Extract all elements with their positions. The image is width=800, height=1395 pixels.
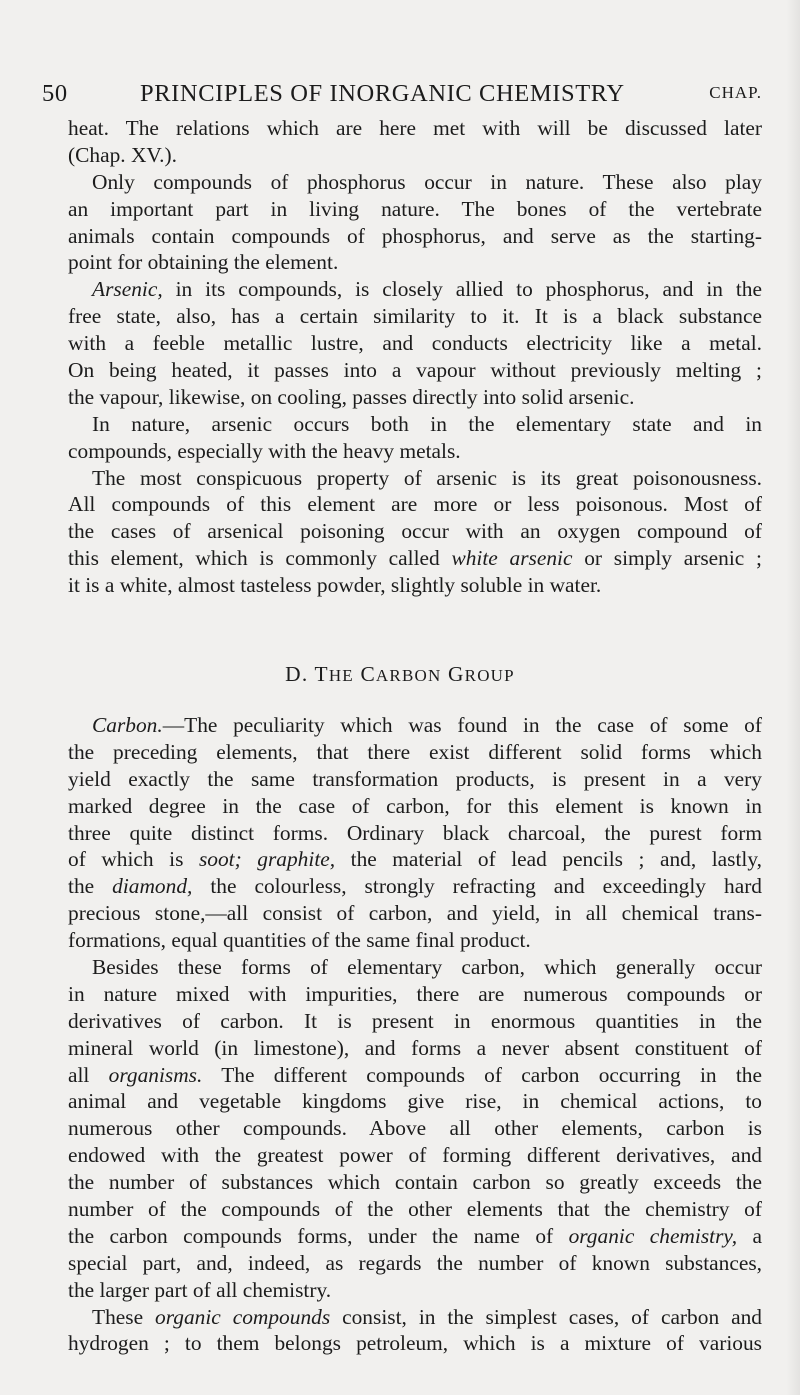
text-line: Besides these forms of elementary carbon, which generally occur (92, 955, 762, 980)
text-line-carbon-intro: Carbon.—The peculiarity which was found in the case of some of (92, 713, 762, 737)
text-line: endowed with the greatest power of forming different derivatives, and (68, 1143, 762, 1168)
chapter-mark: CHAP. (709, 83, 762, 102)
text-line: The most conspicuous property of arsenic is its great poisonousness. (92, 465, 762, 490)
text-line: compounds, especially with the heavy metals. (68, 438, 461, 463)
text-line: with a feeble metallic lustre, and conducts electricity like a metal. (68, 331, 762, 356)
text-line: Only compounds of phosphorus occur in nature. These also play (92, 169, 762, 194)
term-arsenic: Arsenic, (92, 277, 163, 302)
text-line: yield exactly the same transformation products, is present in a very (68, 766, 762, 791)
term-white-arsenic: white arsenic (451, 546, 573, 571)
text-line: special part, and, indeed, as regards the number of known substances, (68, 1250, 762, 1275)
text-line: formations, equal quantities of the same final product. (68, 928, 531, 953)
text-line: On being heated, it passes into a vapour without previously melting ; (68, 358, 762, 383)
text-line: In nature, arsenic occurs both in the elementary state and in (92, 411, 762, 436)
text-line: mineral world (in limestone), and forms a never absent constituent of (68, 1035, 762, 1060)
text-line: animal and vegetable kingdoms give rise, in chemical actions, to (68, 1089, 762, 1114)
text-line: All compounds of this element are more or less poisonous. Most of (68, 492, 762, 517)
section-heading (0, 662, 800, 687)
text-line-organisms: all organisms. The different compounds of carbon occurring in the (68, 1062, 762, 1087)
text-line: number of the compounds of the other elements that the chemistry of (68, 1197, 762, 1222)
text-line: hydrogen ; to them belongs petroleum, which is a mixture of various (68, 1331, 762, 1356)
text-line-arsenic-intro: Arsenic, in its compounds, is closely allied to phosphorus, and in the (92, 277, 762, 302)
text-line: it is a white, almost tasteless powder, slightly soluble in water. (68, 573, 602, 598)
text-line: numerous other compounds. Above all other elements, carbon is (68, 1116, 762, 1141)
page-edge-shadow (786, 0, 800, 1395)
text-line: free state, also, has a certain similarity to it. It is a black substance (68, 304, 762, 329)
page-number: 50 (42, 80, 68, 107)
text-line: three quite distinct forms. Ordinary black charcoal, the purest form (68, 820, 762, 845)
term-carbon: Carbon. (92, 713, 163, 737)
text-line: animals contain compounds of phosphorus, and serve as the starting- (68, 223, 762, 248)
text-line: heat. The relations which are here met with will be discussed later (68, 116, 762, 140)
text-line: the vapour, likewise, on cooling, passes directly into solid arsenic. (68, 384, 635, 409)
term-organisms: organisms. (108, 1062, 203, 1087)
term-graphite: graphite, (257, 847, 336, 872)
text-line: the preceding elements, that there exist different solid forms which (68, 739, 762, 764)
text-block-carbon (68, 712, 762, 1357)
text-line-white-arsenic: this element, which is commonly called white arsenic or simply arsenic ; (68, 546, 762, 571)
text-line-organic-compounds: These organic compounds consist, in the simplest cases, of carbon and (92, 1304, 762, 1329)
text-block-phosphorus-arsenic (68, 115, 762, 599)
text-line: in nature mixed with impurities, there are numerous compounds or (68, 981, 762, 1006)
text-line-diamond: the diamond, the colourless, strongly refracting and exceedingly hard (68, 874, 763, 899)
text-line-soot-graphite: of which is soot; graphite, the material of lead pencils ; and, lastly, (68, 847, 763, 872)
text-line: derivatives of carbon. It is present in enormous quantities in the (68, 1008, 762, 1033)
running-header (42, 80, 762, 116)
term-organic-chemistry: organic chemistry, (568, 1223, 738, 1248)
text-line: the cases of arsenical poisoning occur with an oxygen compound of (68, 519, 762, 544)
section-letter: D. (285, 662, 309, 686)
text-line: (Chap. XV.). (68, 142, 177, 167)
text-line-organic-chemistry: the carbon compounds forms, under the name of organic chemistry, a (68, 1223, 762, 1248)
term-soot: soot; (198, 847, 242, 872)
running-title: PRINCIPLES OF INORGANIC CHEMISTRY (140, 80, 625, 107)
term-diamond: diamond, (112, 874, 193, 899)
text-line: the larger part of all chemistry. (68, 1277, 332, 1302)
text-line: precious stone,—all consist of carbon, and yield, in all chemical trans- (68, 901, 762, 926)
text-line: the number of substances which contain carbon so greatly exceeds the (68, 1170, 762, 1195)
text-line: an important part in living nature. The bones of the vertebrate (68, 196, 762, 221)
section-title: THE CARBON GROUP (314, 662, 515, 686)
text-line: point for obtaining the element. (68, 250, 339, 275)
text-line: marked degree in the case of carbon, for this element is known in (68, 793, 762, 818)
term-organic-compounds: organic compounds (155, 1304, 331, 1329)
